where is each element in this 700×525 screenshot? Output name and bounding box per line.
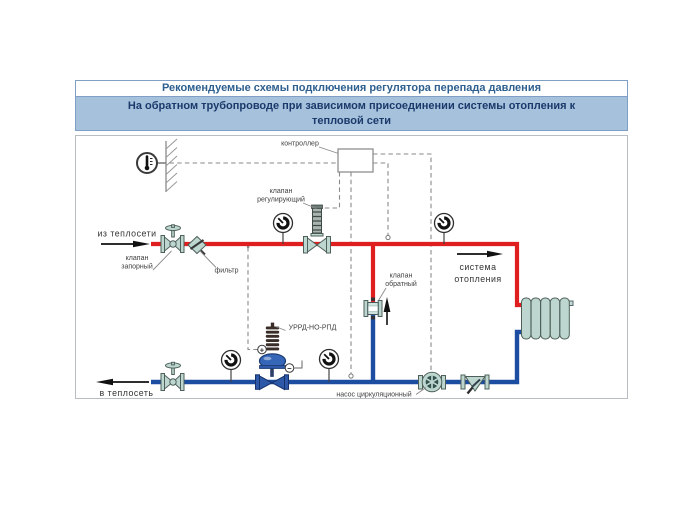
svg-text:регулирующий: регулирующий	[257, 196, 305, 204]
supply-pressure-tap	[386, 235, 390, 239]
controller-label: контроллер	[281, 140, 319, 148]
circulation-pump-label: насос циркуляционный	[336, 391, 412, 398]
scheme-subtitle: На обратном трубопроводе при зависимом присоединении системы отопления к тепловой сети	[75, 97, 628, 131]
wall-mount	[166, 139, 177, 192]
svg-text:+: +	[259, 345, 265, 355]
diagram-area	[75, 135, 628, 399]
outdoor-temperature-sensor-icon	[137, 153, 166, 173]
flow-arrows	[96, 241, 503, 386]
pressure-gauge-return-1	[222, 351, 241, 383]
control-lines	[170, 154, 432, 378]
svg-text:−: −	[287, 363, 292, 373]
scheme-block	[75, 80, 628, 131]
supply-impulse-line	[248, 247, 258, 350]
check-valve-label: клапан	[389, 272, 413, 280]
check-valve-icon	[364, 298, 382, 320]
from-heat-network-label: из теплосети	[97, 228, 157, 239]
pressure-regulator-label: УРРД-НО-РПД	[288, 324, 337, 332]
radiator-icon	[522, 298, 574, 339]
controller-to-supply-tap-line	[373, 163, 388, 235]
controller-to-pump-line	[373, 154, 431, 372]
shutoff-valve-return-icon	[161, 362, 184, 390]
return-pressure-tap	[349, 374, 353, 378]
strainer-supply-icon	[188, 237, 206, 255]
pressure-gauge-supply-2	[435, 214, 454, 245]
page-title: Рекомендуемые схемы подключения регулятора перепада давления	[75, 80, 628, 97]
controller-box	[338, 149, 373, 172]
strainer-return-icon	[461, 375, 489, 394]
pressure-regulator-icon	[256, 323, 303, 390]
regulating-valve-label: клапан	[269, 188, 293, 195]
pressure-gauge-return-2	[320, 350, 339, 383]
circulation-pump-icon	[419, 372, 446, 392]
svg-text:отопления: отопления	[454, 274, 502, 284]
svg-text:запорный: запорный	[121, 263, 153, 271]
diagram-canvas	[76, 136, 627, 398]
controller-to-valve-line	[324, 172, 340, 210]
pressure-gauge-supply-1	[274, 214, 293, 245]
svg-text:обратный: обратный	[385, 281, 417, 288]
to-heat-network-label: в теплосеть	[99, 388, 154, 398]
shutoff-valve-label: клапан	[125, 255, 149, 262]
strainer-label: фильтр	[214, 267, 239, 275]
shutoff-valve-supply-icon	[161, 225, 184, 253]
heating-system-label: система	[459, 262, 497, 272]
